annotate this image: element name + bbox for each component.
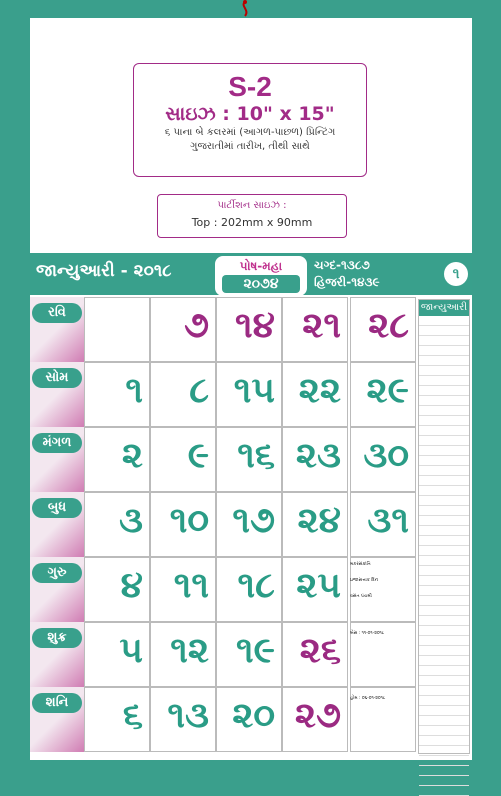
right-year-2: હિજરી-૧૪૩૯ bbox=[314, 275, 380, 289]
calendar-note: હોમ : ૦૬-૦૧-૨૦૧૮ bbox=[350, 696, 386, 701]
partition-box bbox=[157, 194, 347, 238]
notes-line bbox=[419, 376, 469, 386]
notes-line bbox=[419, 566, 469, 576]
calendar-header bbox=[30, 253, 472, 295]
notes-line bbox=[419, 716, 469, 726]
date-cell bbox=[150, 297, 216, 362]
date-number: ૧૪ bbox=[235, 305, 275, 346]
notes-title: જાન્યુઆરી bbox=[419, 300, 469, 316]
notes-line bbox=[419, 656, 469, 666]
day-label-0 bbox=[30, 297, 84, 363]
date-number: ૫ bbox=[119, 630, 143, 671]
notes-line bbox=[419, 786, 469, 796]
day-label-5 bbox=[30, 622, 84, 688]
day-name: બુધ bbox=[32, 498, 82, 518]
date-cell bbox=[150, 492, 216, 557]
product-box bbox=[133, 63, 367, 177]
date-number: ૩ bbox=[119, 500, 143, 541]
date-cell bbox=[150, 687, 216, 752]
date-cell bbox=[150, 557, 216, 622]
date-number: ૩૧ bbox=[367, 500, 409, 541]
date-cell bbox=[84, 362, 150, 427]
right-year-1: ચગ્દ-૧૩૮૭ bbox=[314, 258, 370, 272]
date-cell bbox=[282, 297, 348, 362]
notes-line bbox=[419, 676, 469, 686]
notes-line bbox=[419, 736, 469, 746]
product-line-2: ગુજરાતીમાં તારીખ, તીથી સાથે bbox=[190, 141, 310, 152]
header-paper bbox=[30, 18, 472, 253]
notes-line bbox=[419, 316, 469, 326]
notes-line bbox=[419, 406, 469, 416]
notes-line bbox=[419, 646, 469, 656]
day-name: શનિ bbox=[32, 693, 82, 713]
notes-line bbox=[419, 556, 469, 566]
date-number: ૨૨ bbox=[298, 370, 341, 411]
day-name: ગુરુ bbox=[32, 563, 82, 583]
date-number: ૨૦ bbox=[232, 695, 275, 736]
notes-line bbox=[419, 706, 469, 716]
date-number: ૨૫ bbox=[296, 565, 341, 606]
notes-line bbox=[419, 586, 469, 596]
date-number: ૧૨ bbox=[170, 630, 209, 671]
notes-column bbox=[418, 299, 470, 754]
date-cell bbox=[350, 362, 416, 427]
date-cell bbox=[216, 492, 282, 557]
hanging-hook-icon bbox=[238, 0, 252, 18]
notes-line bbox=[419, 366, 469, 376]
notes-line bbox=[419, 726, 469, 736]
partition-value: Top : 202mm x 90mm bbox=[191, 216, 313, 229]
day-label-2 bbox=[30, 427, 84, 493]
notes-line bbox=[419, 336, 469, 346]
date-number: ૯ bbox=[187, 435, 209, 476]
calendar-note: વસંત પંચમી bbox=[350, 594, 372, 599]
notes-line bbox=[419, 576, 469, 586]
calendar-note: પ્રજાસત્તાક દિન bbox=[350, 578, 379, 583]
date-number: ૧૧ bbox=[173, 565, 209, 606]
notes-line bbox=[419, 636, 469, 646]
date-cell bbox=[84, 297, 150, 362]
notes-line bbox=[419, 616, 469, 626]
date-cell bbox=[216, 557, 282, 622]
date-cell bbox=[84, 687, 150, 752]
date-cell bbox=[282, 557, 348, 622]
date-number: ૬ bbox=[122, 695, 143, 736]
date-number: ૨૬ bbox=[299, 630, 341, 671]
notes-line bbox=[419, 506, 469, 516]
date-cell bbox=[350, 492, 416, 557]
notes-line bbox=[419, 476, 469, 486]
date-number: ૭ bbox=[183, 305, 209, 346]
date-cell bbox=[350, 427, 416, 492]
date-number: ૧૦ bbox=[169, 500, 209, 541]
date-number: ૧૫ bbox=[233, 370, 275, 411]
notes-line bbox=[419, 496, 469, 506]
date-number: ૧૭ bbox=[232, 500, 275, 541]
product-line-1: ૬ પાના બે કલરમાં (આગળ-પાછળ) પ્રિન્ટિંગ bbox=[164, 127, 336, 138]
date-cell bbox=[282, 362, 348, 427]
date-number: ૨૩ bbox=[295, 435, 341, 476]
date-cell bbox=[282, 622, 348, 687]
date-number: ૨ bbox=[121, 435, 143, 476]
notes-line bbox=[419, 456, 469, 466]
date-cell bbox=[150, 427, 216, 492]
day-name: મંગળ bbox=[32, 433, 82, 453]
day-name: સોમ bbox=[32, 368, 82, 388]
day-name: શુક્ર bbox=[32, 628, 82, 648]
date-cell bbox=[350, 297, 416, 362]
notes-line bbox=[419, 606, 469, 616]
date-cell bbox=[216, 427, 282, 492]
notes-line bbox=[419, 626, 469, 636]
notes-line bbox=[419, 386, 469, 396]
date-cell bbox=[282, 687, 348, 752]
notes-line bbox=[419, 326, 469, 336]
product-size: સાઇઝ : 10" x 15" bbox=[165, 103, 335, 125]
date-number: ૧૯ bbox=[236, 630, 275, 671]
notes-line bbox=[419, 396, 469, 406]
notes-line bbox=[419, 536, 469, 546]
notes-line bbox=[419, 546, 469, 556]
date-number: ૧૮ bbox=[237, 565, 275, 606]
samvat-year: ૨૦૭૪ bbox=[222, 275, 300, 293]
calendar-note: બેસ : ૧૧-૦૧-૨૦૧૮ bbox=[350, 631, 385, 636]
notes-line bbox=[419, 696, 469, 706]
notes-line bbox=[419, 516, 469, 526]
day-name: રવિ bbox=[32, 303, 82, 323]
notes-line bbox=[419, 596, 469, 606]
date-cell bbox=[84, 492, 150, 557]
date-cell bbox=[216, 622, 282, 687]
calendar bbox=[30, 253, 472, 760]
date-cell bbox=[84, 557, 150, 622]
notes-line bbox=[419, 436, 469, 446]
notes-line bbox=[419, 446, 469, 456]
date-number: ૮ bbox=[189, 370, 209, 411]
calendar-note: મકરસંક્રાંતિ bbox=[350, 562, 371, 567]
date-number: ૨૮ bbox=[368, 305, 409, 346]
notes-line bbox=[419, 776, 469, 786]
product-code: S-2 bbox=[228, 71, 272, 102]
date-number: ૧ bbox=[125, 370, 143, 411]
notes-line bbox=[419, 756, 469, 766]
date-cell bbox=[282, 492, 348, 557]
date-cell bbox=[216, 687, 282, 752]
day-label-6 bbox=[30, 687, 84, 753]
day-label-3 bbox=[30, 492, 84, 558]
date-number: ૧૩ bbox=[167, 695, 209, 736]
date-number: ૩૦ bbox=[363, 435, 409, 476]
date-number: ૧૬ bbox=[237, 435, 275, 476]
date-cell bbox=[150, 362, 216, 427]
date-cell bbox=[216, 297, 282, 362]
hindu-month: પોષ-મહા bbox=[239, 259, 283, 273]
date-cell bbox=[84, 622, 150, 687]
date-cell bbox=[216, 362, 282, 427]
notes-line bbox=[419, 486, 469, 496]
hindu-month-box bbox=[215, 256, 307, 296]
day-label-4 bbox=[30, 557, 84, 623]
date-number: ૨૧ bbox=[302, 305, 341, 346]
notes-line bbox=[419, 746, 469, 756]
notes-line bbox=[419, 426, 469, 436]
date-cell bbox=[84, 427, 150, 492]
notes-line bbox=[419, 466, 469, 476]
notes-line bbox=[419, 416, 469, 426]
date-number: ૪ bbox=[120, 565, 143, 606]
date-number: ૨૭ bbox=[294, 695, 341, 736]
date-number: ૨૪ bbox=[297, 500, 341, 541]
month-title: જાન્યુઆરી - ૨૦૧૮ bbox=[36, 261, 172, 281]
day-label-1 bbox=[30, 362, 84, 428]
notes-line bbox=[419, 526, 469, 536]
date-cell bbox=[150, 622, 216, 687]
partition-label: પાર્ટીશન સાઇઝ : bbox=[217, 200, 287, 211]
date-cell bbox=[282, 427, 348, 492]
notes-line bbox=[419, 686, 469, 696]
page-number: ૧ bbox=[444, 262, 468, 286]
date-number: ૨૯ bbox=[366, 370, 409, 411]
notes-line bbox=[419, 356, 469, 366]
notes-line bbox=[419, 346, 469, 356]
notes-line bbox=[419, 666, 469, 676]
